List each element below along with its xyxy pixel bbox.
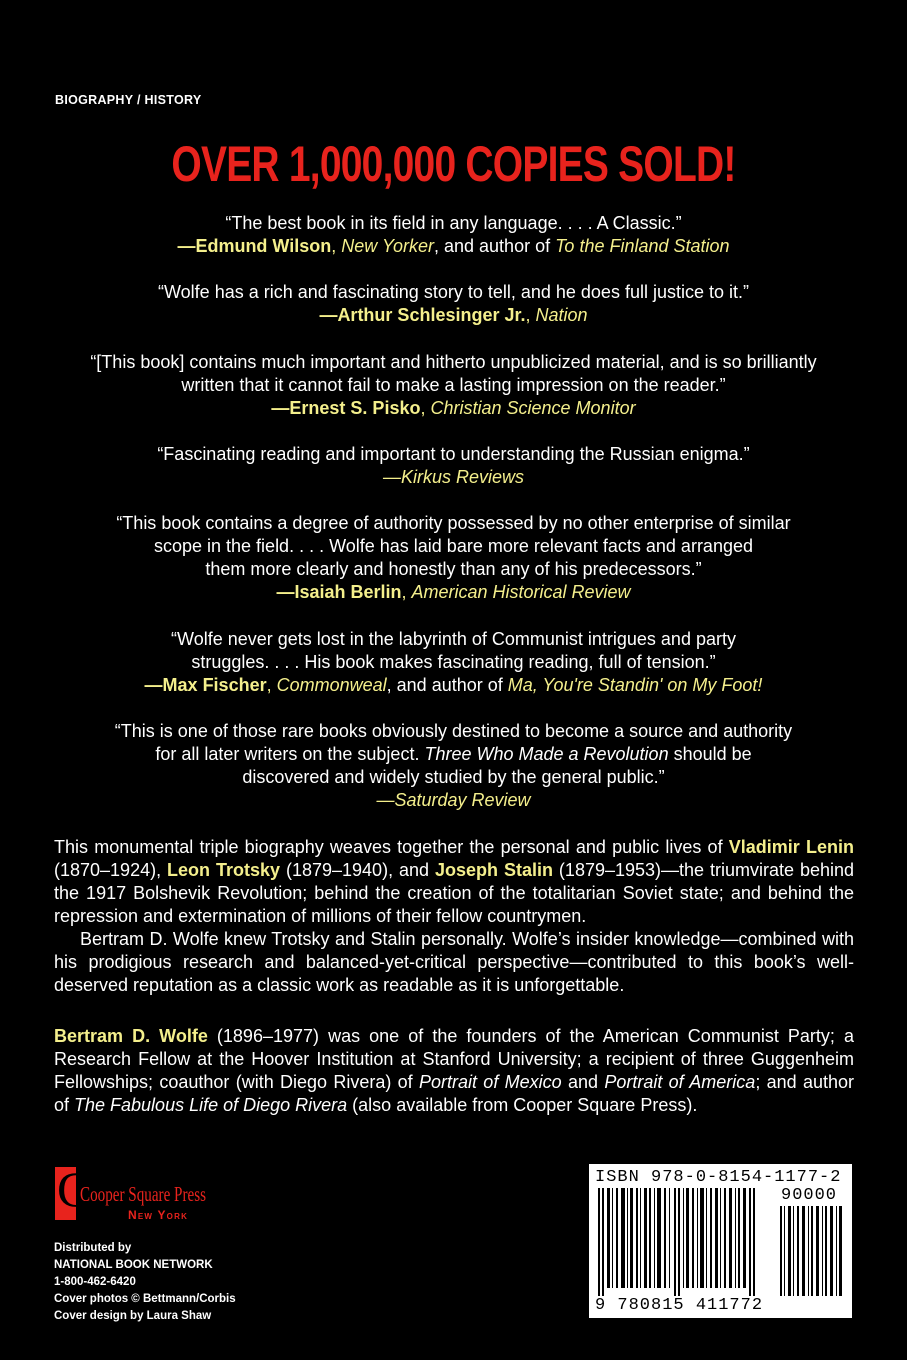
isbn-number: ISBN 978-0-8154-1177-2 [595, 1168, 842, 1187]
description-paragraph-2: Bertram D. Wolfe knew Trotsky and Stalin personally. Wolfe’s insider knowledge—combined with his prodigious research and balanced-yet-critical perspective—contributed to this book’s well-deserved reputation as a classic work as readable as it is unforgettable. [54, 929, 854, 995]
review-quote-6 [40, 628, 867, 697]
quote-text: “Wolfe has a rich and fascinating story to tell, and he does full justice to it.” [158, 282, 749, 302]
review-quote-3 [40, 351, 867, 420]
quote-text: them more clearly and honestly than any of his predecessors.” [205, 559, 702, 579]
quote-text: for all later writers on the subject. Three Who Made a Revolution should be [155, 744, 752, 764]
description-paragraph-1: This monumental triple biography weaves together the personal and public lives of Vladimir Lenin (1870–1924), Leon Trotsky (1879–1940), and Joseph Stalin (1879–1953)—the triumvirate behind the 1917 Bolshevik Revolution; behind the creation of the totalitarian Soviet state; and behind the repression and extermination of millions of their fellow countrymen. [54, 837, 855, 926]
ean-number: 9 780815 411772 [595, 1296, 764, 1315]
publisher-city: New York [128, 1208, 189, 1222]
quote-text: struggles. . . . His book makes fascinating reading, full of tension.” [191, 652, 716, 672]
credit-line: Cover design by Laura Shaw [54, 1310, 212, 1322]
quote-text: “This is one of those rare books obviously destined to become a source and authority [114, 721, 793, 741]
addon-barcode-graphic [778, 1206, 848, 1296]
quote-attribution: —Edmund Wilson, New Yorker, and author of To the Finland Station [177, 236, 730, 256]
sales-headline: OVER 1,000,000 COPIES SOLD! [171, 136, 736, 192]
quote-attribution: —Max Fischer, Commonweal, and author of Ma, You're Standin' on My Foot! [144, 675, 763, 695]
quote-text: “Fascinating reading and important to understanding the Russian enigma.” [157, 444, 750, 464]
publisher-logo-letter: C [57, 1161, 91, 1217]
review-quote-5 [40, 512, 867, 604]
price-code: 90000 [781, 1186, 838, 1205]
quote-text: written that it cannot fail to make a lasting impression on the reader.” [181, 375, 726, 395]
book-description [54, 836, 854, 997]
quote-text: “The best book in its field in any language. . . . A Classic.” [225, 213, 682, 233]
credit-line: NATIONAL BOOK NETWORK [54, 1259, 213, 1271]
quote-text: “Wolfe never gets lost in the labyrinth of Communist intrigues and party [171, 629, 736, 649]
publisher-name: Cooper Square Press [80, 1182, 206, 1206]
credit-line: Distributed by [54, 1242, 132, 1254]
review-quote-4 [40, 443, 867, 489]
review-quote-7 [40, 720, 867, 812]
quote-attribution: —Saturday Review [376, 790, 531, 810]
review-quote-2 [40, 281, 867, 327]
category-label: BIOGRAPHY / HISTORY [55, 93, 202, 107]
review-quote-1 [40, 212, 867, 258]
quote-text: “[This book] contains much important and hitherto unpublicized material, and is so brilliantly [90, 352, 817, 372]
quote-attribution: —Kirkus Reviews [382, 467, 525, 487]
cover-credits [54, 1240, 236, 1325]
quote-attribution: —Isaiah Berlin, American Historical Review [276, 582, 631, 602]
credit-line: 1-800-462-6420 [54, 1276, 136, 1288]
quote-attribution: —Ernest S. Pisko, Christian Science Monitor [271, 398, 636, 418]
author-bio: Bertram D. Wolfe (1896–1977) was one of the founders of the American Communist Party; a Research Fellow at the Hoover Institution at Stanford University; a recipient of three Guggenheim Fellowships; coauthor (with Diego Rivera) of Portrait of Mexico and Portrait of America; and author of The Fabulous Life of Diego Rivera (also available from Cooper Square Press). [54, 1026, 854, 1115]
quote-text: scope in the field. . . . Wolfe has laid bare more relevant facts and arranged [153, 536, 753, 556]
credit-line: Cover photos © Bettmann/Corbis [54, 1293, 236, 1305]
ean-barcode-graphic [594, 1188, 774, 1296]
quote-attribution: —Arthur Schlesinger Jr., Nation [319, 305, 588, 325]
quote-text: “This book contains a degree of authority possessed by no other enterprise of similar [116, 513, 791, 533]
quote-text: discovered and widely studied by the general public.” [242, 767, 665, 787]
